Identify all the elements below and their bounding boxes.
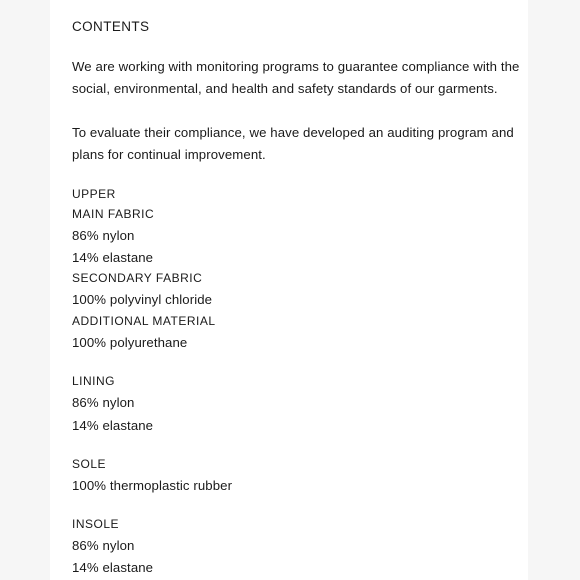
lining-item: 86% nylon <box>72 395 135 410</box>
additional-material-label: ADDITIONAL MATERIAL <box>72 314 216 328</box>
sole-item: 100% thermoplastic rubber <box>72 478 233 493</box>
sole-title: SOLE <box>72 457 107 471</box>
compliance-paragraph: We are working with monitoring programs to guarantee compliance with the social, environmental, and health and safety standards of our garments. <box>72 59 520 96</box>
upper-title: UPPER <box>72 187 116 201</box>
insole-title: INSOLE <box>72 517 120 531</box>
contents-heading: CONTENTS <box>72 19 150 34</box>
main-fabric-item: 86% nylon <box>72 228 135 243</box>
secondary-fabric-label: SECONDARY FABRIC <box>72 271 203 285</box>
additional-material-item: 100% polyurethane <box>72 335 188 350</box>
audit-paragraph: To evaluate their compliance, we have developed an auditing program and plans for continual improvement. <box>72 125 514 162</box>
insole-item: 14% elastane <box>72 560 154 575</box>
lining-title: LINING <box>72 374 116 388</box>
main-fabric-item: 14% elastane <box>72 250 154 265</box>
secondary-fabric-item: 100% polyvinyl chloride <box>72 292 213 307</box>
main-fabric-label: MAIN FABRIC <box>72 207 155 221</box>
lining-item: 14% elastane <box>72 418 154 433</box>
contents-panel <box>50 0 528 580</box>
insole-item: 86% nylon <box>72 538 135 553</box>
